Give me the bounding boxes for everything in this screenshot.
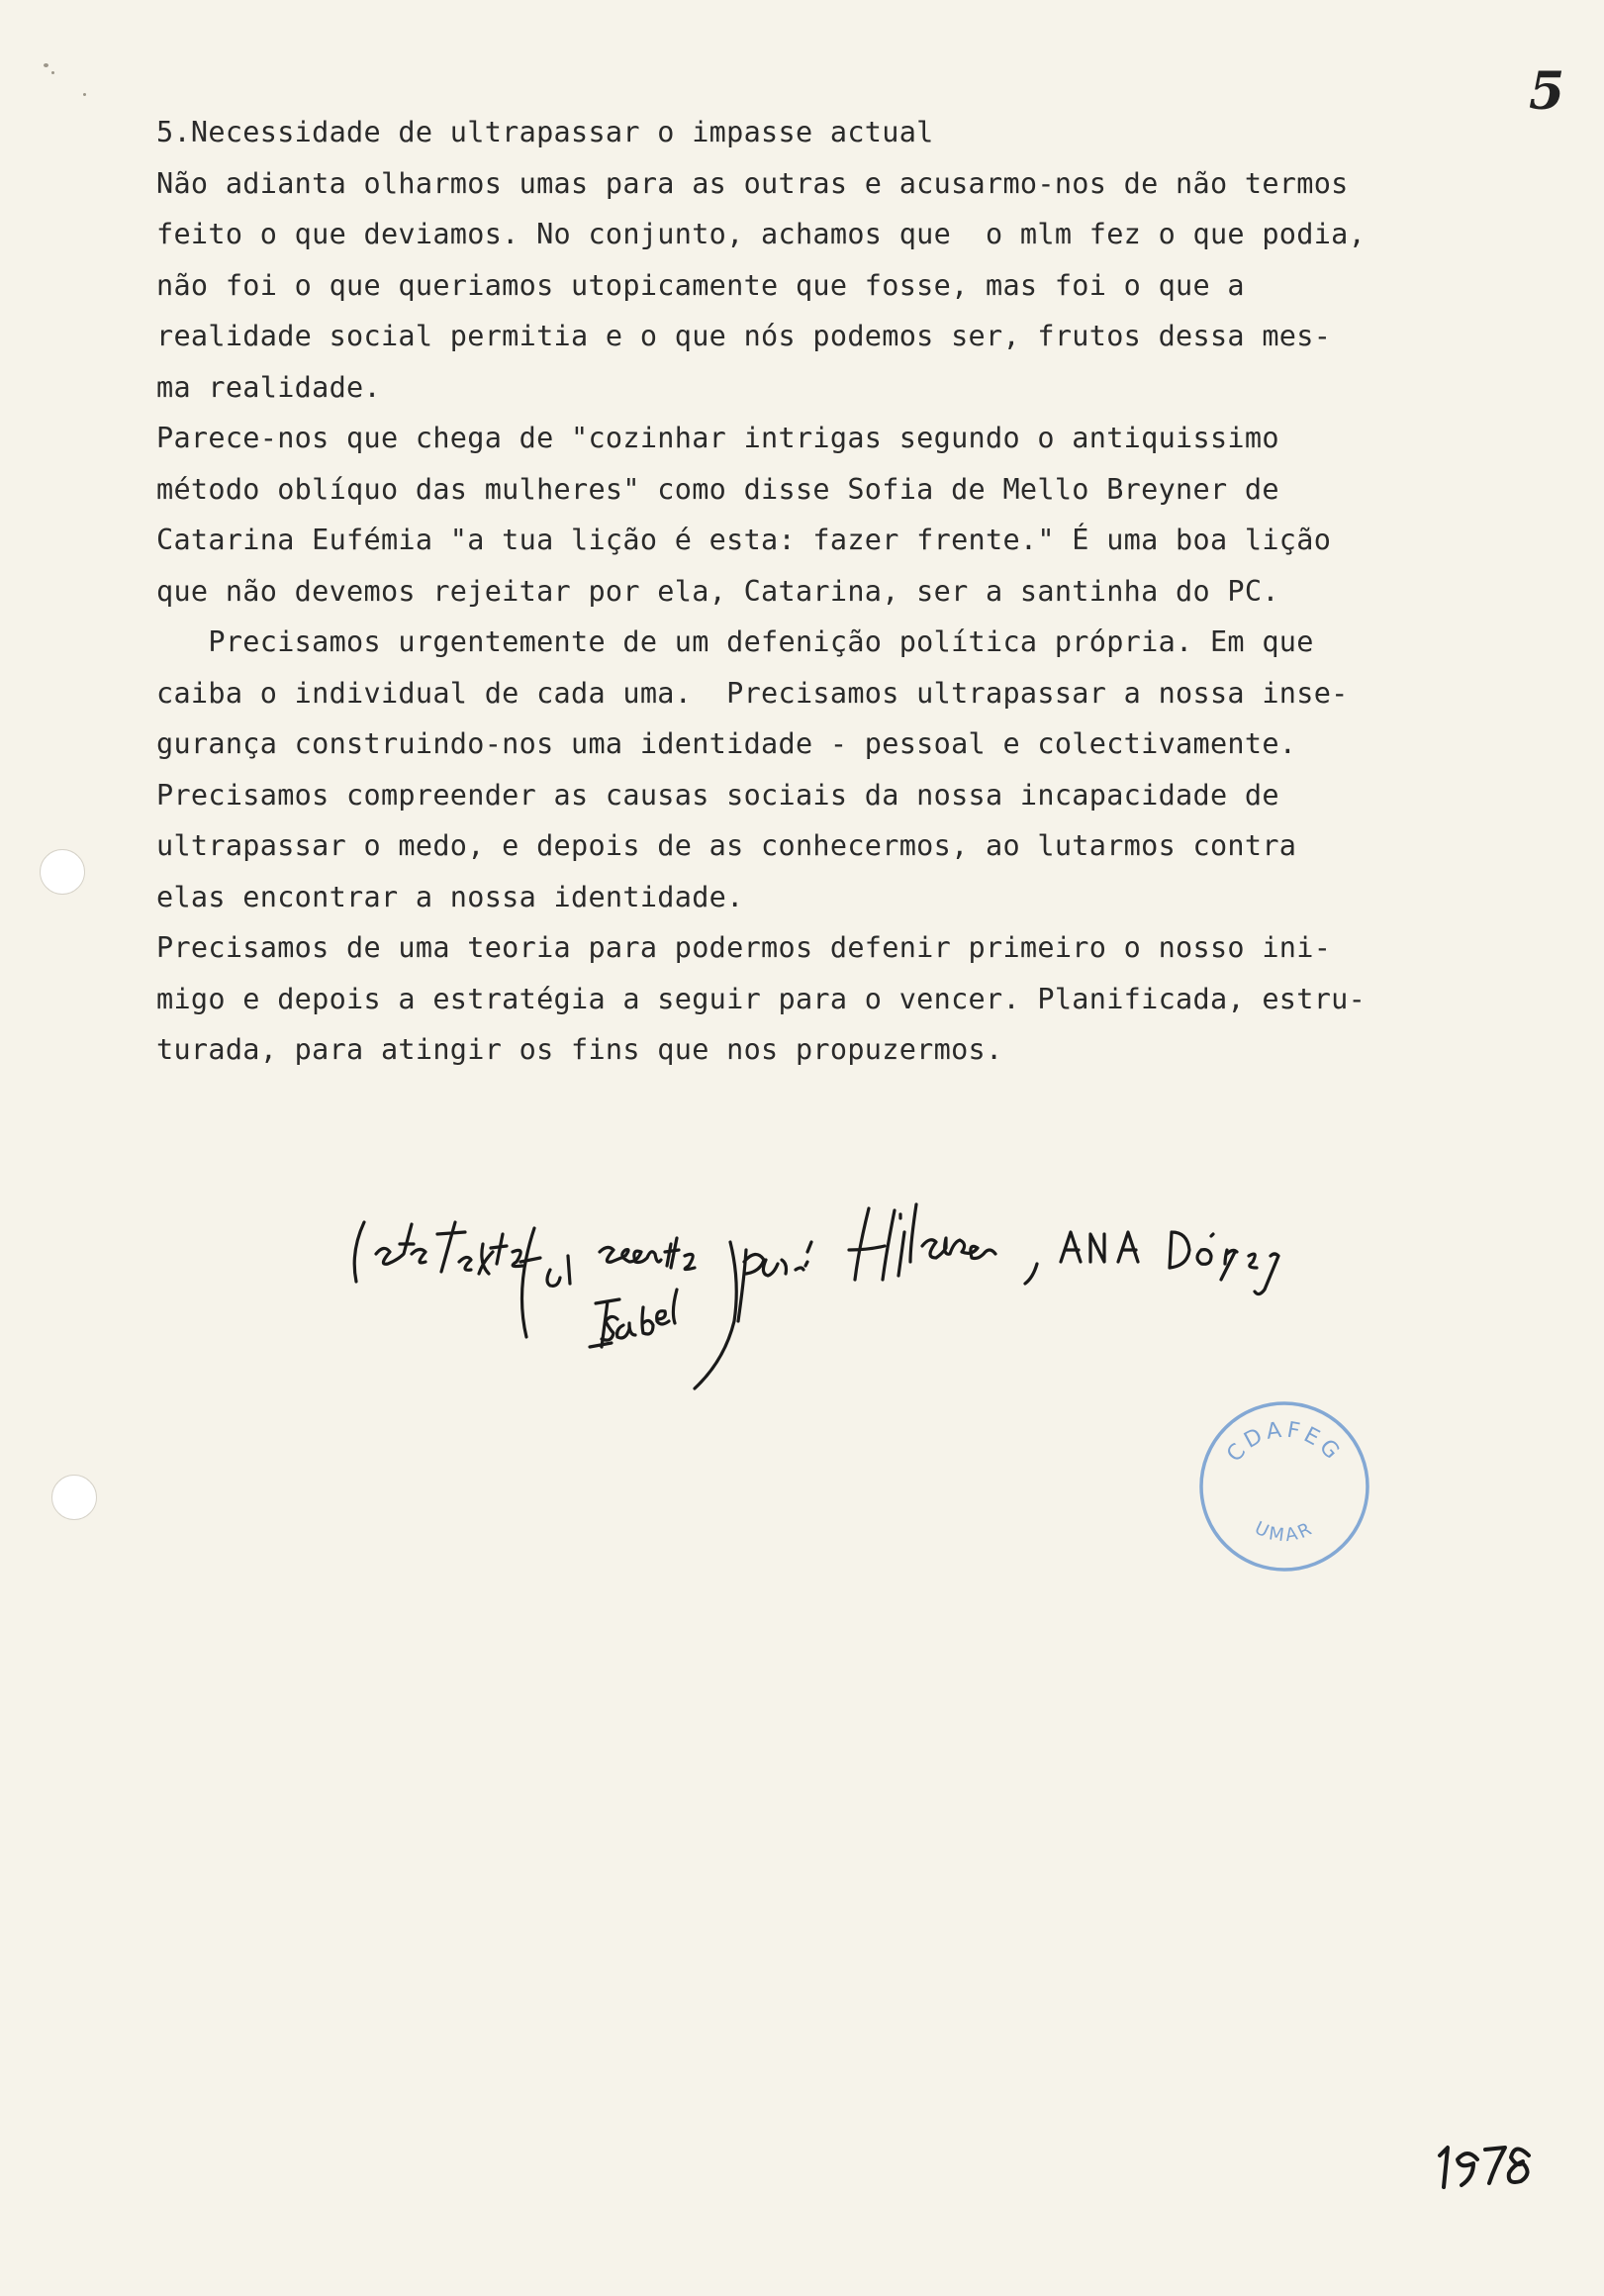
- text-line: Precisamos compreender as causas sociais da nossa incapacidade de: [156, 778, 1279, 812]
- archive-stamp: [1195, 1397, 1373, 1576]
- typed-text-body: [156, 107, 1581, 1076]
- text-line: Catarina Eufémia "a tua lição é esta: fazer frente." É uma boa lição: [156, 524, 1332, 556]
- paper-speck: [83, 93, 86, 96]
- paper-speck: [51, 71, 54, 74]
- text-line: Não adianta olharmos umas para as outras e acusarmo-nos de não termos: [156, 166, 1349, 200]
- text-line: método oblíquo das mulheres" como disse Sofia de Mello Breyner de: [156, 472, 1279, 506]
- text-line: elas encontrar a nossa identidade.: [156, 880, 744, 913]
- text-line: Precisamos de uma teoria para podermos defenir primeiro o nosso ini-: [156, 931, 1332, 964]
- svg-text:UMAR: [1252, 1517, 1318, 1546]
- text-line: gurança construindo-nos uma identidade - pessoal e colectivamente.: [156, 727, 1297, 760]
- page-number: 5: [1529, 61, 1565, 122]
- text-line: Parece-nos que chega de "cozinhar intrigas segundo o antiquissimo: [156, 422, 1279, 454]
- text-line: ma realidade.: [156, 370, 381, 404]
- text-line: feito o que deviamos. No conjunto, achamos que o mlm fez o que podia,: [156, 218, 1367, 250]
- text-line: caiba o individual de cada uma. Precisamos ultrapassar a nossa inse-: [156, 676, 1349, 710]
- text-line: realidade social permitia e o que nós podemos ser, frutos dessa mes-: [156, 320, 1332, 352]
- section-heading: 5.Necessidade de ultrapassar o impasse actual: [156, 116, 934, 148]
- text-line: turada, para atingir os fins que nos propuzermos.: [156, 1033, 1003, 1066]
- paper-speck: [44, 63, 48, 67]
- handwritten-authors-note: [346, 1183, 1484, 1430]
- stamp-top-text: CDAFEG: [1222, 1417, 1347, 1468]
- text-line: migo e depois a estratégia a seguir para o vencer. Planificada, estru-: [156, 982, 1367, 1015]
- svg-text:CDAFEG: [1222, 1417, 1347, 1467]
- year-drawing: [1430, 2136, 1549, 2205]
- stamp-seal: [1195, 1397, 1373, 1576]
- handwriting-drawing: [346, 1183, 1484, 1430]
- text-line: Precisamos urgentemente de um defenição política própria. Em que: [156, 625, 1314, 658]
- stamp-bottom-text: UMAR: [1251, 1517, 1318, 1547]
- punch-hole: [51, 1475, 97, 1520]
- text-line: que não devemos rejeitar por ela, Catarina, ser a santinha do PC.: [156, 574, 1279, 608]
- text-line: não foi o que queriamos utopicamente que fosse, mas foi o que a: [156, 268, 1245, 302]
- handwritten-year: [1430, 2136, 1549, 2205]
- text-line: ultrapassar o medo, e depois de as conhecermos, ao lutarmos contra: [156, 829, 1297, 862]
- punch-hole: [40, 849, 85, 895]
